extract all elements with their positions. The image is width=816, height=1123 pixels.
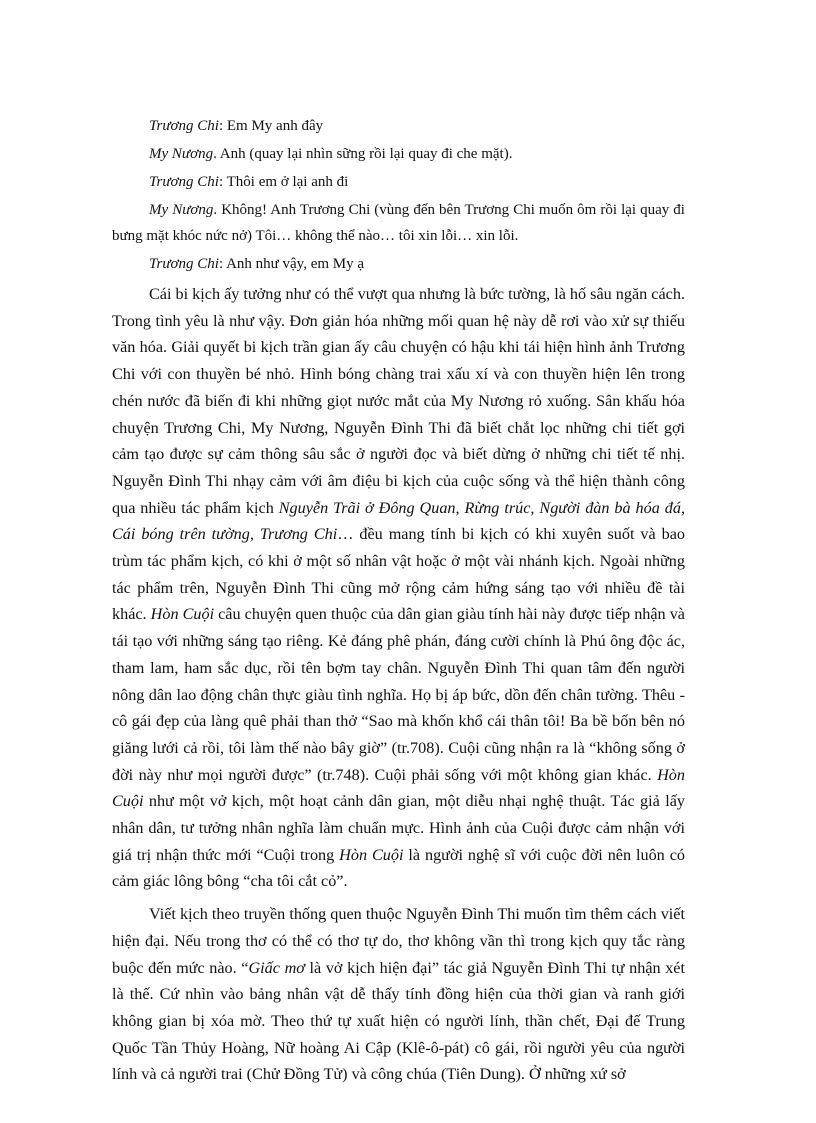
dialogue-speaker: Trương Chi — [149, 118, 219, 134]
paragraph-text: như một vở kịch, một hoạt cảnh dân gian, một diễu nhại nghệ thuật. Tác giả lấy nhân dân, tư tưởng nhân nghĩa làm chuẩn mực. Hình ảnh của Cuội được cảm nhận với giá trị nhận thức mới “Cuội trong — [112, 792, 685, 864]
paragraph-text: … đều mang tính bi kịch có khi xuyên suốt và bao trùm tác phẩm kịch, có khi ở một số nhân vật hoặc ở một vài nhánh kịch. Ngoài những tác phẩm trên, Nguyễn Đình Thi cũng mở rộng cảm hứng sáng tạo với nhiều đề tài khác. — [112, 525, 685, 624]
dialogue-line — [112, 140, 685, 168]
dialogue-line — [112, 250, 685, 278]
paragraph-text: Viết kịch theo truyền thống quen thuộc Nguyễn Đình Thi muốn tìm thêm cách viết hiện đại. Nếu trong thơ có thể có thơ tự do, thơ không vần thì trong kịch quy tắc ràng buộc đến mức nào. “ — [112, 905, 685, 977]
dialogue-line — [112, 112, 685, 140]
paragraph-text: Cái bi kịch ấy tưởng như có thể vượt qua nhưng là bức tường, là hố sâu ngăn cách. Trong tình yêu là như vậy. Đơn giản hóa những mối quan hệ này dễ rơi vào xử sự thiếu văn hóa. Giải quyết bi kịch trần gian ấy câu chuyện có hậu khi tái hiện hình ảnh Trương Chi với con thuyền bé nhỏ. Hình bóng chàng trai xấu xí và con thuyền hiện lên trong chén nước đã biến đi khi những giọt nước mắt của My Nương rỏ xuống. Sân khấu hóa chuyện Trương Chi, My Nương, Nguyễn Đình Thi đã biết chắt lọc những chi tiết gợi cảm tạo được sự cảm thông sâu sắc ở người đọc và biết dừng ở những chi tiết tế nhị. Nguyễn Đình Thi nhạy cảm với âm điệu bi kịch của cuộc sống và thể hiện thành công qua nhiều tác phẩm kịch — [112, 285, 685, 517]
work-title: Hòn Cuội — [339, 845, 404, 864]
dialogue-line — [112, 168, 685, 196]
work-titles: Nguyễn Trãi ở Đông Quan, Rừng trúc, Người đàn bà hóa đá, Cái bóng trên tường, Trương Chi — [112, 498, 685, 544]
page-content — [112, 112, 685, 1088]
dialogue-speaker: My Nương — [149, 202, 214, 218]
paragraph-text: là vở kịch hiện đại” tác giả Nguyễn Đình Thi tự nhận xét là thế. Cứ nhìn vào bảng nhân vật dễ thấy tính đồng hiện của thời gian và ranh giới không gian bị xóa mờ. Theo thứ tự xuất hiện có người lính, thần chết, Đại đế Trung Quốc Tần Thủy Hoàng, Nữ hoàng Ai Cập (Klê-ô-pát) cô gái, rồi người yêu của người lính và cả người trai (Chử Đồng Tử) và công chúa (Tiên Dung). Ở những xứ sở — [112, 958, 685, 1084]
dialogue-speaker: Trương Chi — [149, 256, 219, 272]
paragraph-text: là người nghệ sĩ với cuộc đời nên luôn có cảm giác lông bông “cha tôi cắt cỏ”. — [112, 845, 685, 891]
dialogue-separator: : — [218, 118, 227, 134]
dialogue-line — [112, 197, 685, 249]
work-title: Giấc mơ — [248, 958, 305, 977]
dialogue-separator: . — [213, 146, 220, 162]
dialogue-text: Anh (quay lại nhìn sững rồi lại quay đi che mặt). — [219, 146, 513, 162]
dialogue-separator: . — [213, 202, 222, 218]
body-paragraph-1 — [112, 281, 685, 895]
paragraph-text: câu chuyện quen thuộc của dân gian giàu tính hài này được tiếp nhận và tái tạo với những sáng tạo riêng. Kẻ đáng phê phán, đáng cười chính là Phú ông độc ác, tham lam, ham sắc dục, rồi tên bợm tay chân. Nguyễn Đình Thi quan tâm đến người nông dân lao động chân thực giàu tình nghĩa. Họ bị áp bức, dồn đến chân tường. Thêu - cô gái đẹp của làng quê phải than thở “Sao mà khốn khổ cái thân tôi! Ba bề bốn bên nó giăng lưới cả rồi, tôi làm thế nào bây giờ” (tr.708). Cuội cũng nhận ra là “không sống ở đời này như mọi người được” (tr.748). Cuội phải sống với một không gian khác. — [112, 605, 685, 784]
dialogue-speaker: Trương Chi — [149, 174, 219, 190]
dialogue-text: Thôi em ở lại anh đi — [226, 174, 349, 190]
dialogue-speaker: My Nương — [149, 146, 214, 162]
dialogue-text: Anh như vậy, em My ạ — [226, 256, 365, 272]
dialogue-text: Em My anh đây — [226, 118, 324, 134]
body-paragraph-2 — [112, 901, 685, 1088]
dialogue-separator: : — [218, 256, 227, 272]
dialogue-text: Không! Anh Trương Chi (vùng đến bên Trương Chi muốn ôm rồi lại quay đi bưng mặt khóc nức nở) Tôi… không thể nào… tôi xin lỗi… xin lỗi. — [112, 202, 685, 244]
work-title: Hòn Cuội — [150, 605, 215, 624]
dialogue-separator: : — [218, 174, 227, 190]
work-title: Hòn Cuội — [112, 765, 685, 811]
